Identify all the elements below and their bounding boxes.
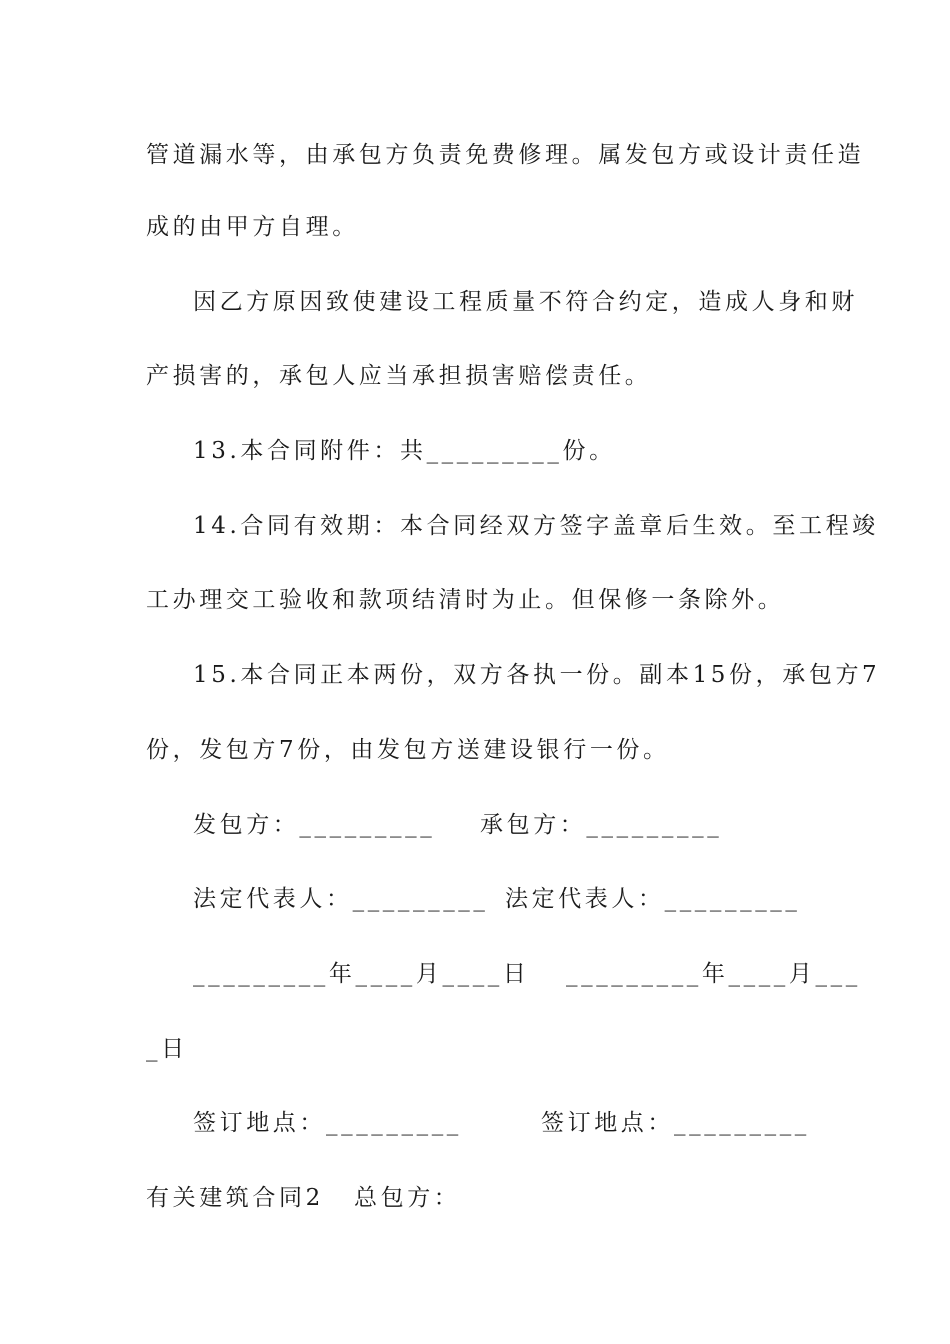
sign-place-left: 签订地点：_________	[193, 1110, 462, 1136]
clause-13: 13.本合同附件：共_________份。	[193, 438, 616, 464]
clause-15: 15.本合同正本两份，双方各执一份。副本15份，承包方7	[193, 662, 881, 688]
date-left: _________年____月____日	[193, 961, 530, 987]
legal-rep-right: 法定代表人：_________	[505, 886, 801, 912]
paragraph-line: 工办理交工验收和款项结清时为止。但保修一条除外。	[146, 587, 785, 613]
paragraph-line: 成的由甲方自理。	[146, 214, 359, 240]
paragraph-line: 产损害的，承包人应当承担损害赔偿责任。	[146, 363, 652, 389]
next-contract-title: 有关建筑合同2	[146, 1185, 324, 1211]
legal-rep-left: 法定代表人：_________	[193, 886, 489, 912]
sign-place-right: 签订地点：_________	[541, 1110, 810, 1136]
signature-contractor: 承包方：_________	[480, 812, 723, 838]
date-right: _________年____月___	[566, 961, 861, 987]
paragraph-line: 因乙方原因致使建设工程质量不符合约定，造成人身和财	[193, 289, 858, 315]
date-right-continued: _日	[146, 1036, 188, 1062]
paragraph-line: 管道漏水等，由承包方负责免费修理。属发包方或设计责任造	[146, 142, 865, 168]
signature-employer: 发包方：_________	[193, 812, 436, 838]
general-contractor-label: 总包方：	[354, 1185, 461, 1211]
paragraph-line: 份，发包方7份，由发包方送建设银行一份。	[146, 737, 670, 763]
clause-14: 14.合同有效期：本合同经双方签字盖章后生效。至工程竣	[193, 513, 879, 539]
